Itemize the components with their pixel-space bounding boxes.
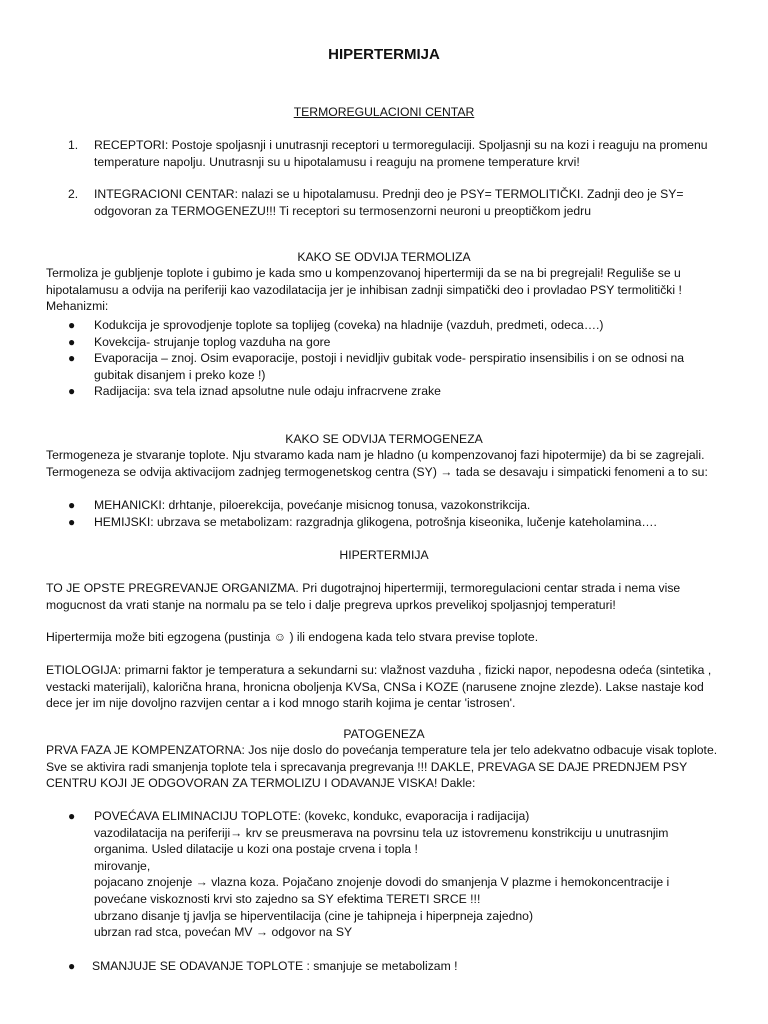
list-item	[46, 497, 722, 514]
list-item-text: INTEGRACIONI CENTAR: nalazi se u hipotalamusu. Prednji deo je PSY= TERMOLITIČKI. Zadnji deo je SY= odgovoran za TERMOGENEZU!!! Ti receptori su termosenzorni neuroni u preoptičkom jedru	[94, 187, 684, 218]
list-item-text: HEMIJSKI: ubrzava se metabolizam: razgradnja glikogena, potrošnja kiseonika, lučenje kateholamina….	[94, 514, 657, 529]
list-item-line: mirovanje,	[94, 858, 151, 873]
list-item-text: SMANJUJE SE ODAVANJE TOPLOTE : smanjuje se metabolizam !	[92, 959, 458, 973]
list-item-line: vazodilatacija na periferiji→ krv se preusmerava na povrsinu tela uz istovremenu konstrikciju u unutrasnjim organima. Usled dilatacije u kozi ona postaje crvena i topla !	[94, 825, 669, 857]
document-title: HIPERTERMIJA	[328, 46, 440, 63]
list-item	[46, 514, 722, 531]
patogeneza-second-list	[46, 958, 722, 975]
list-item-text: MEHANICKI: drhtanje, piloerekcija, povećanje misicnog tonusa, vazokonstrikcija.	[94, 498, 531, 512]
bullet-icon: ●	[68, 498, 76, 512]
bullet-icon: ●	[68, 959, 76, 973]
bullet-icon: ●	[68, 809, 76, 823]
list-item	[46, 958, 722, 975]
termogeneza-phenomena-list	[46, 497, 722, 530]
patogeneza-intro: PRVA FAZA JE KOMPENZATORNA: Jos nije doslo do povećanja temperature tela jer telo adekvatno odbacuje visak toplote. Sve se aktivira radi smanjenja toplote tela i sprecavanja pregrevanja !!! DAKLE, PREVAGA SE DAJE PREDNJEM PSY CENTRU KOJI JE ODGOVORAN ZA TERMOLIZU I ODAVANJE VISKA! Dakle:	[46, 743, 718, 791]
list-item-text: Radijacija: sva tela iznad apsolutne nule odaju infracrvene zrake	[94, 384, 441, 399]
section-heading-termogeneza: KAKO SE ODVIJA TERMOGENEZA	[285, 432, 483, 446]
list-item-title: POVEĆAVA ELIMINACIJU TOPLOTE: (kovekc, kondukc, evaporacija i radijacija)	[94, 809, 530, 823]
bullet-icon: ●	[68, 318, 76, 332]
list-item	[46, 350, 722, 383]
bullet-icon: ●	[68, 514, 76, 529]
bullet-icon: ●	[68, 384, 76, 399]
patogeneza-mechanisms-list	[46, 808, 722, 941]
list-item-line: ubrzan rad stca, povećan MV → odgovor na SY	[94, 925, 353, 940]
list-item	[46, 383, 722, 400]
list-item-text: Kovekcija- strujanje toplog vazduha na gore	[94, 334, 331, 349]
list-item-line: pojacano znojenje → vlazna koza. Pojačano znojenje dovodi do smanjenja V plazme i hemokoncentracije i povećane viskoznosti krvi sto zajedno sa SY efektima TERETI SRCE !!!	[94, 875, 670, 906]
section-heading-patogeneza: PATOGENEZA	[343, 727, 425, 741]
list-item	[46, 137, 722, 170]
list-item	[46, 186, 722, 219]
termogeneza-intro: Termogeneza je stvaranje toplote. Nju stvaramo kada nam je hladno (u kompenzovanoj fazi hipotermije) da bi se zagrejali. Termogeneza se odvija aktivacijom zadnjeg termogenetskog centra (SY) → tada se desavaju i simpaticki fenomeni a to su:	[46, 448, 708, 479]
termoliza-intro: Termoliza je gubljenje toplote i gubimo je kada smo u kompenzovanoj hipertermiji da se na bi pregrejali! Reguliše se u hipotalamusu a odvija na periferiji kao vazodilatacija jer je inhibisan zadnji simpatički deo i provladao PSY termolitički ! Mehanizmi:	[46, 266, 682, 314]
list-item-number: 2.	[68, 187, 79, 202]
section-heading-hipertermija: HIPERTERMIJA	[339, 548, 429, 562]
section-heading-thermo-center: TERMOREGULACIONI CENTAR	[293, 105, 475, 119]
termoliza-mechanisms-list	[46, 317, 722, 400]
list-item-text: RECEPTORI: Postoje spoljasnji i unutrasnji receptori u termoregulaciji. Spoljasnji su na kozi i reaguju na promenu temperature napolju. Unutrasnji su u hipotalamusu i reaguju na promene temperature krvi!	[94, 138, 708, 169]
hipertermija-etiology: ETIOLOGIJA: primarni faktor je temperatura a sekundarni su: vlažnost vazduha , fizicki napor, nepodesna odeća (sintetika , vestacki materijali), kalorična hrana, hronicna oboljenja KVSa, CNSa i KOZE (narusene znojne zlezde). Lakse nastaje kod dece jer im nije dovoljno razvijen centar a i kod mnogo starih kojima je centar 'istrosen'.	[46, 663, 712, 711]
thermo-center-list	[46, 137, 722, 219]
hipertermija-types: Hipertermija može biti egzogena (pustinja ☺ ) ili endogena kada telo stvara previse toplote.	[46, 630, 539, 644]
bullet-icon: ●	[68, 351, 76, 366]
list-item-text: Kodukcija je sprovodjenje toplote sa toplijeg (coveka) na hladnije (vazduh, predmeti, odeca….)	[94, 318, 604, 332]
section-heading-termoliza: KAKO SE ODVIJA TERMOLIZA	[297, 250, 471, 264]
list-item-number: 1.	[68, 138, 79, 152]
list-item-text: Evaporacija – znoj. Osim evaporacije, postoji i nevidljiv gubitak vode- perspiratio insensibilis i on se odnosi na gubitak disanjem i preko koze !)	[94, 351, 685, 382]
list-item	[46, 808, 722, 941]
list-item	[46, 334, 722, 351]
hipertermija-definition: TO JE OPSTE PREGREVANJE ORGANIZMA. Pri dugotrajnoj hipertermiji, termoregulacioni centar strada i nema vise mogucnost da vrati stanje na normalu pa se telo i dalje pregreva uprkos prevelikoj spoljasnjoj temperaturi!	[46, 581, 681, 612]
list-item	[46, 317, 722, 334]
list-item-line: ubrzano disanje tj javlja se hiperventilacija (cine je tahipneja i hiperpneja zajedno)	[94, 908, 534, 923]
bullet-icon: ●	[68, 334, 76, 349]
